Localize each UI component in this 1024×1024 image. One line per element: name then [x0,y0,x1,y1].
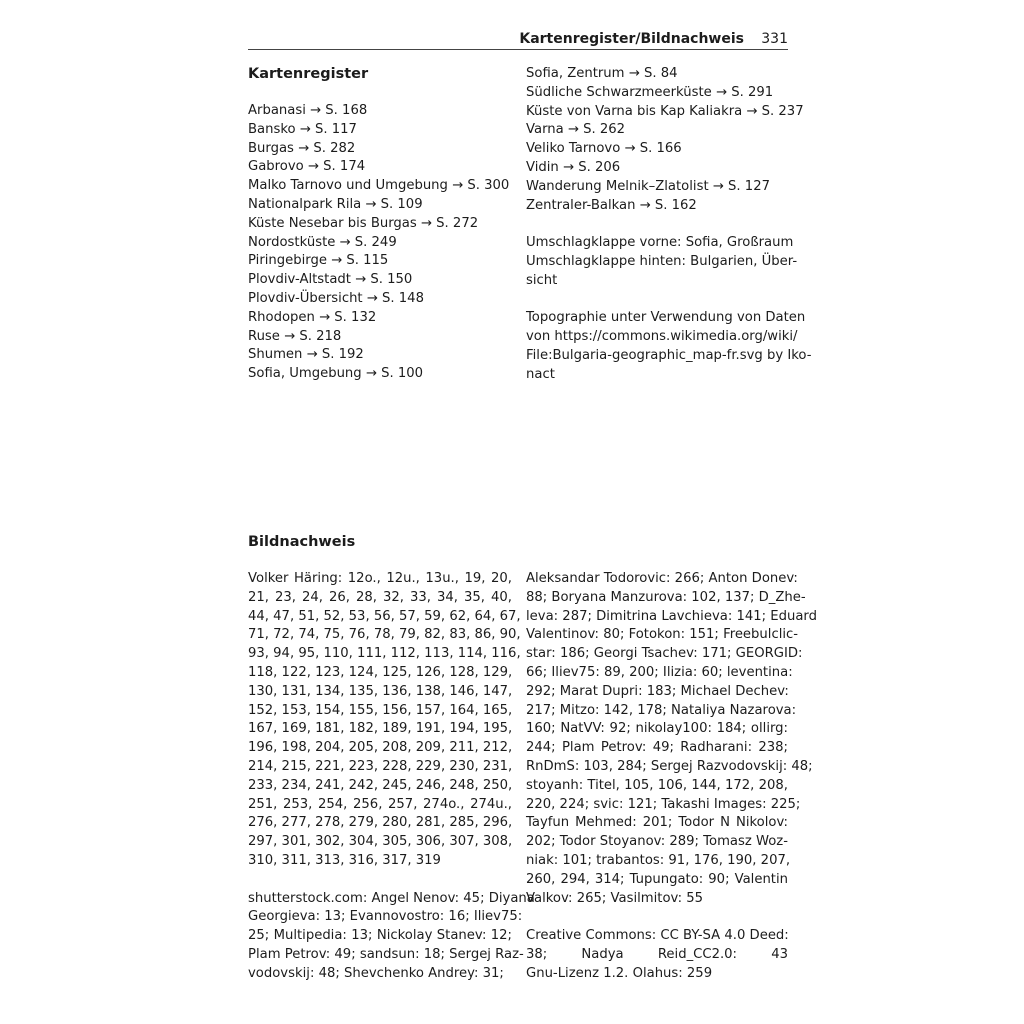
map-index-entry: Arbanasi → S. 168 [248,103,368,118]
credit-line: Plam Petrov: 49; sandsun: 18; Sergej Raz- [248,946,524,962]
shutterstock-credits [248,890,535,984]
map-index-entry: Malko Tarnovo und Umgebung → S. 300 [248,178,510,194]
map-index-entry: Vidin → S. 206 [526,159,621,175]
map-index-entry: Burgas → S. 282 [248,140,356,156]
map-index-entry: Varna → S. 262 [526,122,626,138]
credit-line: 244; Plam Petrov: 49; Radharani: 238; [526,740,788,756]
credit-line: 71, 72, 74, 75, 76, 78, 79, 82, 83, 86, 90, [248,627,521,643]
credit-line: 88; Boryana Manzurova: 102, 137; D_Zhe- [526,589,806,605]
topography-credit [526,309,812,384]
credit-line: 214, 215, 221, 223, 228, 229, 230, 231, [248,758,513,774]
credit-line: leva: 287; Dimitrina Lavchieva: 141; Eduard [526,608,817,624]
page-number: 331 [761,31,788,47]
credit-line: 251, 253, 254, 256, 257, 274o., 274u., [248,796,512,812]
credit-line: 310, 311, 313, 316, 317, 319 [248,852,441,868]
credit-line: 202; Todor Stoyanov: 289; Tomasz Woz- [526,834,788,850]
map-index-entry: Nationalpark Rila → S. 109 [248,196,423,212]
cover-flap-line: Umschlagklappe vorne: Sofia, Großraum [526,235,794,251]
map-index-entry: Ruse → S. 218 [248,328,342,344]
credit-line: 160; NatVV: 92; nikolay100: 184; ollirg: [526,721,788,737]
credit-line: Creative Commons: CC BY-SA 4.0 Deed: [526,928,789,944]
map-index-entry: Wanderung Melnik–Zlatolist → S. 127 [526,178,770,194]
topography-line: Topographie unter Verwendung von Daten [526,310,806,326]
map-index-entry: Rhodopen → S. 132 [248,309,377,325]
credit-line: 21, 23, 24, 26, 28, 32, 33, 34, 35, 40, [248,589,512,605]
credit-line: Valentinov: 80; Fotokon: 151; Freebulclic- [526,627,799,643]
map-index-entry: Veliko Tarnovo → S. 166 [526,141,682,157]
credit-line: Volker Häring: 12o., 12u., 13u., 19, 20, [248,571,512,586]
photographer-credits [526,570,817,908]
map-index-entry: Plovdiv-Altstadt → S. 150 [248,272,413,288]
map-index-entry: Bansko → S. 117 [248,121,357,137]
map-index-entry: Küste von Varna bis Kap Kaliakra → S. 237 [526,103,804,119]
map-index-entry: Südliche Schwarzmeerküste → S. 291 [526,84,774,100]
credit-line: 130, 131, 134, 135, 136, 138, 146, 147, [248,683,513,699]
credit-line: 217; Mitzo: 142, 178; Nataliya Nazarova: [526,702,797,718]
topography-line: nact [526,366,555,382]
credit-line: 233, 234, 241, 242, 245, 246, 248, 250, [248,777,513,793]
header-title: Kartenregister/Bildnachweis [519,31,744,47]
credit-line: Aleksandar Todorovic: 266; Anton Donev: [526,571,798,586]
cover-flap-line: Umschlagklappe hinten: Bulgarien, Über- [526,253,798,269]
kartenregister-left-column [248,64,512,384]
credit-line: 44, 47, 51, 52, 53, 56, 57, 59, 62, 64, 67, [248,608,521,624]
credit-line: 38; Nadya Reid_CC2.0: 43 [526,946,788,962]
credit-line: 25; Multipedia: 13; Nickolay Stanev: 12; [248,928,512,944]
credit-line: 220, 224; svic: 121; Takashi Images: 225; [526,796,801,812]
credit-line: stoyanh: Titel, 105, 106, 144, 172, 208, [526,777,788,793]
map-index-entry: Nordostküste → S. 249 [248,234,397,250]
credit-line: niak: 101; trabantos: 91, 176, 190, 207, [526,852,791,868]
bildnachweis-right-column [526,570,817,984]
credit-line: 292; Marat Dupri: 183; Michael Dechev: [526,683,789,699]
kartenregister-heading: Kartenregister [248,66,369,82]
credit-line: vodovskij: 48; Shevchenko Andrey: 31; [248,965,504,981]
credit-line: Tayfun Mehmed: 201; Todor N Nikolov: [526,815,788,831]
credit-line: 196, 198, 204, 205, 208, 209, 211, 212, [248,740,513,756]
topography-line: File:Bulgaria-geographic_map-fr.svg by Iko- [526,347,812,363]
map-index-entry: Küste Nesebar bis Burgas → S. 272 [248,215,479,231]
credit-line: 66; Iliev75: 89, 200; Ilizia: 60; leventina: [526,664,793,680]
topography-line: von https://commons.wikimedia.org/wiki/ [526,329,798,345]
credit-line: shutterstock.com: Angel Nenov: 45; Diyana [248,890,535,906]
credit-line: RnDmS: 103, 284; Sergej Razvodovskij: 48; [526,758,813,774]
running-header [248,30,788,50]
credit-line: 118, 122, 123, 124, 125, 126, 128, 129, [248,664,513,680]
map-index-entry: Shumen → S. 192 [248,347,364,363]
bildnachweis-left-column [248,532,535,984]
map-index-list-left [248,102,512,384]
map-index-entry: Plovdiv-Übersicht → S. 148 [248,290,424,306]
map-index-entry: Sofia, Umgebung → S. 100 [248,366,424,382]
map-index-list-right [526,65,804,215]
map-index-entry: Piringebirge → S. 115 [248,253,389,269]
map-index-entry: Gabrovo → S. 174 [248,159,366,175]
cover-flap-line: sicht [526,272,558,288]
credit-line: star: 186; Georgi Tsachev: 171; GEORGID: [526,646,803,662]
credit-line: 297, 301, 302, 304, 305, 306, 307, 308, [248,834,513,850]
haering-credits [248,570,521,871]
credit-line: 260, 294, 314; Tupungato: 90; Valentin [526,871,788,887]
credit-line: 276, 277, 278, 279, 280, 281, 285, 296, [248,815,513,831]
map-index-entry: Sofia, Zentrum → S. 84 [526,66,678,81]
map-index-entry: Zentraler-Balkan → S. 162 [526,197,697,213]
credit-line: 93, 94, 95, 110, 111, 112, 113, 114, 116, [248,646,521,662]
kartenregister-right-column [526,65,812,385]
creative-commons-credits [526,927,788,983]
credit-line: Gnu-Lizenz 1.2. Olahus: 259 [526,965,713,981]
cover-flap-note [526,234,798,290]
bildnachweis-heading: Bildnachweis [248,534,356,550]
credit-line: Georgieva: 13; Evannovostro: 16; Iliev75: [248,909,523,925]
credit-line: Valkov: 265; Vasilmitov: 55 [526,890,704,906]
credit-line: 152, 153, 154, 155, 156, 157, 164, 165, [248,702,513,718]
credit-line: 167, 169, 181, 182, 189, 191, 194, 195, [248,721,513,737]
